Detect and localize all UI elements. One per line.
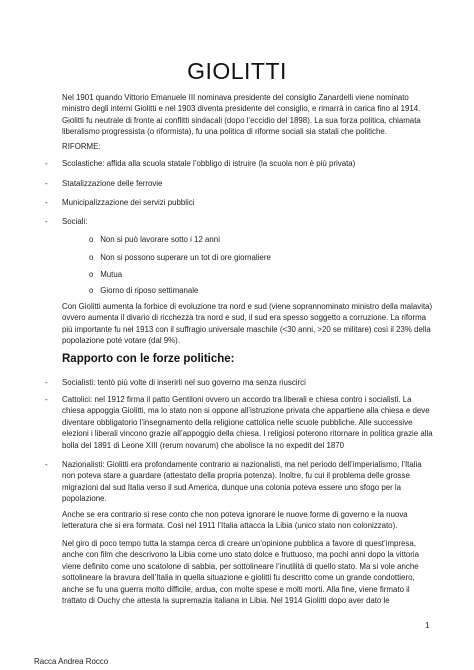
bullet-dash: -: [45, 198, 48, 207]
bullet-dash: -: [45, 179, 48, 188]
forze-item-text: Nazionalisti: Giolitti era profondamente contrario ai nazionalisti, ma nel periodo dell’imperialismo, l’Italia non poteva stare a guardare (attestato della propria potenza). Inoltre, fu cui il problema delle grosse migrazioni dal sud Italia verso il sud America, dunque una colonia poteva essere uno sfogo per la popolazione.: [62, 460, 422, 504]
riforme-item: [45, 158, 435, 169]
sociali-item-text: Giorno di riposo settimanale: [100, 286, 199, 295]
riforme-item: [45, 178, 435, 189]
circle-bullet-icon: o: [89, 270, 94, 279]
page-number: 1: [425, 621, 430, 630]
riforme-item-text: Scolastiche: affida alla scuola statale l’obbligo di istruire (la scuola non è più privata): [62, 159, 356, 168]
forze-item-text: Socialisti: tentò più volte di inserirli nel suo governo ma senza riuscirci: [62, 378, 306, 387]
footer-author: Racca Andrea Rocco: [34, 657, 109, 666]
riforme-item-text: Municipalizzazione dei servizi pubblici: [62, 198, 195, 207]
riforme-item: [45, 216, 435, 227]
libia-paragraph-2: Nel giro di poco tempo tutta la stampa cerca di creare un’opinione pubblica a favore di quest’impresa, anche con film che descrivono la Libia come uno stato dolce e fruttuoso, ma pochi anni dopo la vittoria viene definito come uno scatolone di sabbia, per sottolineare l’inutilità di quello stato. Ma si vole anche sottolineare la bravura dell’Italia in quella situazione e giolitti fu descritto come un grande condottiero, anche se fu una guerra molto difficile, ardua, con molte spese e molti morti. Alla fine, viene firmato il trattato di Ouchy che attesta la supremazia italiana in Libia. Nel 1914 Giolitti dopo aver dato le: [62, 539, 420, 606]
riforme-label: RIFORME:: [62, 142, 101, 151]
circle-bullet-icon: o: [89, 235, 94, 244]
section-heading: Rapporto con le forze politiche:: [62, 353, 235, 365]
sociali-item-text: Non si possono superare un tot di ore giornaliere: [100, 253, 271, 262]
page-title: GIOLITTI: [187, 58, 287, 84]
libia-paragraph: Anche se era contrario si rese conto che non poteva ignorare le nuove forme di governo e la nuova letteratura che si era formata. Così nel 1911 l’Italia attacca la Libia (unico stato non colonizzato).: [62, 510, 408, 531]
bullet-dash: -: [45, 217, 48, 226]
sociali-item: [89, 234, 220, 245]
forze-item: [45, 394, 435, 451]
riforme-item-text: Statalizzazione delle ferrovie: [62, 179, 163, 188]
sociali-item-text: Mutua: [100, 270, 123, 279]
bullet-dash: -: [45, 159, 48, 168]
circle-bullet-icon: o: [89, 286, 94, 295]
sociali-item-text: Non si può lavorare sotto i 12 anni: [100, 235, 220, 244]
intro-paragraph: Nel 1901 quando Vittorio Emanuele III nominava presidente del consiglio Zanardelli viene nominato ministro degli interni Giolitti e nel 1903 diventa presidente del consiglio, e rimarrà in carica fino al 1914. Giolitti fu neutrale di fronte ai conflitti sindacali (dopo l’eccidio del 1898). La sua forza politica, chiamata liberalismo progressista (o riformista), fu una politica di riforme sociali sia statali che politiche.: [62, 93, 421, 137]
sociali-item: [89, 252, 271, 263]
bullet-dash: -: [45, 378, 48, 387]
bullet-dash: -: [45, 460, 48, 469]
riforme-item-text: Sociali:: [62, 217, 88, 226]
forze-item: [45, 377, 435, 388]
forze-item: [45, 459, 435, 505]
bullet-dash: -: [45, 395, 48, 404]
sociali-item: [89, 285, 198, 296]
forze-item-text: Cattolici: nel 1912 firma il patto Gentiloni ovvero un accordo tra liberali e chiesa contro i socialisti. La chiesa appoggia Giolitti, ma lo stato non si oppone all’istruzione privata che appartiene alla chiesa e deve diventare obbligatorio l’insegnamento della religione cattolica nelle scuole pubbliche. Alle successive elezioni i liberali vincono grazie all’appoggio della chiesa. I religiosi poterono ritornare in politica grazie alla bolla del 1891 di Leone XIII (rerum novarum) che abolisce la no expedit del 1870: [62, 395, 433, 450]
riforme-item: [45, 197, 435, 208]
sociali-item: [89, 269, 122, 280]
nord-sud-paragraph: Con Giolitti aumenta la forbice di evoluzione tra nord e sud (viene soprannominato ministro della malavita) ovvero aumenta il divario di ricchezza tra nord e sud, il sud era spesso soggetto a corruzione. La riforma più importante fu nel 1913 con il suffragio universale maschile (<30 anni, >20 se militare) così il 23% della popolazione poté votare (dal 9%).: [62, 302, 433, 346]
circle-bullet-icon: o: [89, 253, 94, 262]
